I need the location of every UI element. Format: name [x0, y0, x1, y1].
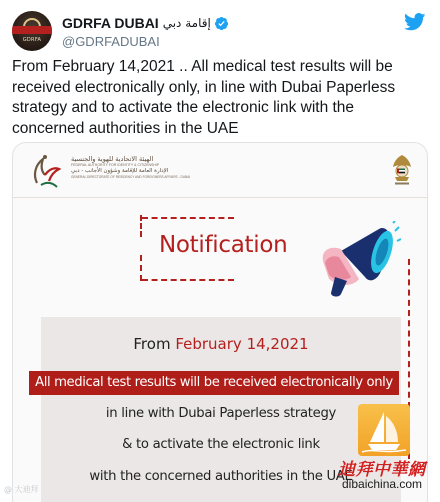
gdrfa-logo	[29, 153, 63, 191]
notice-line-electronic-link: & to activate the electronic link	[122, 437, 320, 452]
logo-english-line2: GENERAL DIRECTORATE OF RESIDENCY AND FOREIGNERS AFFAIRS - DUBAI	[71, 174, 191, 179]
notice-date: February 14,2021	[175, 335, 309, 353]
title-frame-dash	[142, 217, 234, 219]
card-header-divider	[13, 197, 428, 198]
notice-line-authorities: with the concerned authorities in the UAE	[89, 469, 353, 484]
notice-date-line	[41, 335, 401, 353]
logo-arabic-line2: الإدارة العامة للإقامة وشؤون الأجانب - دبي	[71, 167, 169, 174]
logo-english-line1: FEDERAL AUTHORITY FOR IDENTITY & CITIZENSHIP	[71, 163, 160, 167]
author-name-row[interactable]	[62, 14, 229, 32]
dibaichina-logo	[358, 404, 410, 456]
display-name-arabic[interactable]: إقامة دبي	[162, 16, 211, 30]
watermark-weibo: @ 大迪拜	[4, 485, 39, 494]
notification-title: Notification	[159, 232, 288, 258]
avatar[interactable]: GDRFA	[12, 11, 52, 51]
uae-emblem-icon	[389, 153, 415, 187]
notice-date-prefix: From	[133, 335, 176, 353]
user-handle[interactable]: @GDRFADUBAI	[62, 34, 160, 49]
notice-line-paperless: in line with Dubai Paperless strategy	[105, 406, 337, 421]
title-frame-dash	[142, 279, 234, 281]
twitter-bird-icon[interactable]	[404, 13, 426, 31]
watermark-site-chinese: 迪拜中華網	[338, 460, 426, 480]
watermark-site-url: dibaichina.com	[342, 477, 423, 491]
tweet-text: From February 14,2021 .. All medical test results will be received electronically only, in line with Dubai Paperless strategy and to activate the electronic link with the concerned authorities in the UAE	[12, 58, 396, 137]
verified-badge-icon	[214, 16, 229, 31]
logo-arabic-line1: الهيئة الاتحادية للهوية والجنسية	[71, 155, 154, 163]
sailboat-icon	[358, 404, 410, 456]
notice-highlight-text: All medical test results will be received electronically only	[35, 375, 393, 390]
title-frame-dash	[140, 255, 142, 281]
notice-highlight-banner	[29, 371, 399, 395]
display-name[interactable]: GDRFA DUBAI	[62, 15, 159, 31]
gdrfa-logo-text	[71, 155, 191, 179]
megaphone-icon	[309, 221, 401, 299]
tweet-header	[12, 9, 428, 53]
